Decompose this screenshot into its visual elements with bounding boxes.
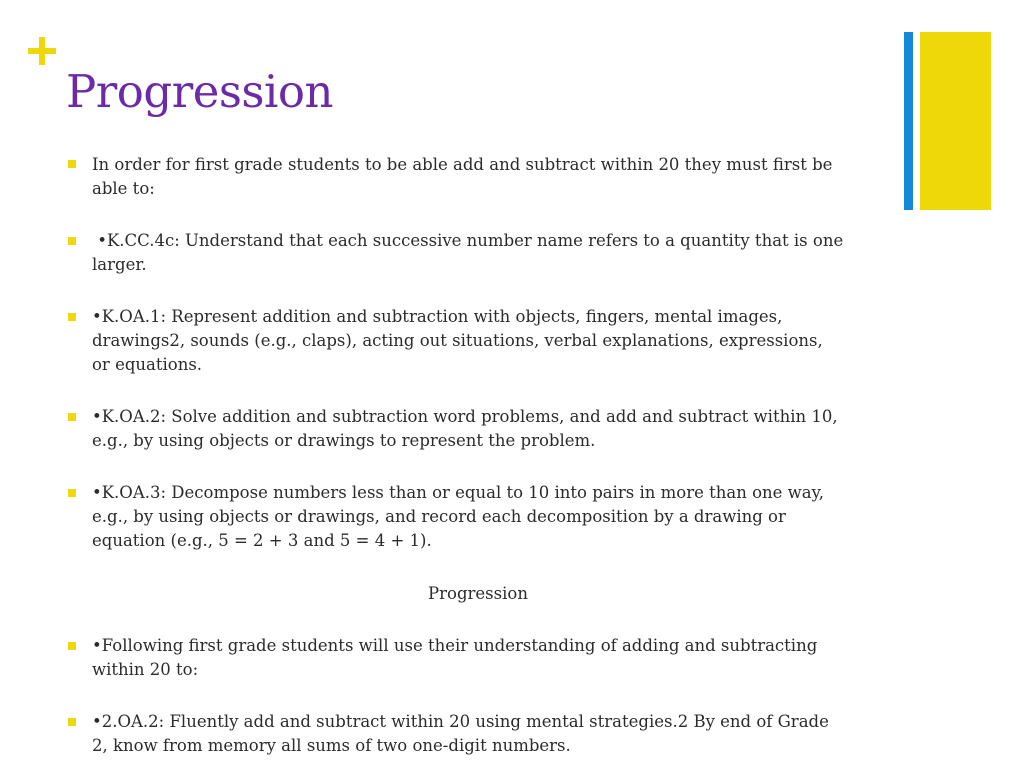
list-item <box>92 481 902 553</box>
list-item-line: able to: <box>92 179 155 198</box>
bullet-icon <box>68 413 76 421</box>
list-item <box>92 634 902 682</box>
list-item-line: In order for first grade students to be able add and subtract within 20 they must first be <box>92 155 833 174</box>
list-item-line: •Following first grade students will use their understanding of adding and subtracting <box>92 636 818 655</box>
list-item-line: e.g., by using objects or drawings to represent the problem. <box>92 431 596 450</box>
list-item-line: e.g., by using objects or drawings, and record each decomposition by a drawing or <box>92 507 786 526</box>
slide-title: Progression <box>66 65 333 118</box>
bullet-icon <box>68 313 76 321</box>
list-item-line: •K.OA.3: Decompose numbers less than or equal to 10 into pairs in more than one way, <box>92 483 825 502</box>
list-item-line: •K.OA.2: Solve addition and subtraction word problems, and add and subtract within 10, <box>92 407 838 426</box>
list-item <box>92 710 902 758</box>
list-item-line: •K.OA.1: Represent addition and subtraction with objects, fingers, mental images, <box>92 307 783 326</box>
list-item <box>92 305 902 377</box>
list-item <box>92 405 902 453</box>
accent-block-yellow <box>920 32 991 210</box>
list-item <box>92 229 902 277</box>
list-item-line: or equations. <box>92 355 203 374</box>
accent-bar-blue <box>904 32 913 210</box>
list-item-line: larger. <box>92 255 147 274</box>
bullet-icon <box>68 718 76 726</box>
section-label: Progression <box>428 584 528 603</box>
list-item-line: •2.OA.2: Fluently add and subtract within 20 using mental strategies.2 By end of Grade <box>92 712 829 731</box>
bullet-icon <box>68 160 76 168</box>
bullet-icon <box>68 642 76 650</box>
list-item-line: within 20 to: <box>92 660 199 679</box>
list-item-line: equation (e.g., 5 = 2 + 3 and 5 = 4 + 1). <box>92 531 432 550</box>
list-item-line: drawings2, sounds (e.g., claps), acting out situations, verbal explanations, expressions, <box>92 331 823 350</box>
bullet-icon <box>68 489 76 497</box>
list-item-line: 2, know from memory all sums of two one-digit numbers. <box>92 736 571 755</box>
list-item <box>92 153 902 201</box>
list-item-line: •K.CC.4c: Understand that each successive number name refers to a quantity that is one <box>92 231 844 250</box>
plus-icon <box>26 36 58 68</box>
bullet-icon <box>68 237 76 245</box>
